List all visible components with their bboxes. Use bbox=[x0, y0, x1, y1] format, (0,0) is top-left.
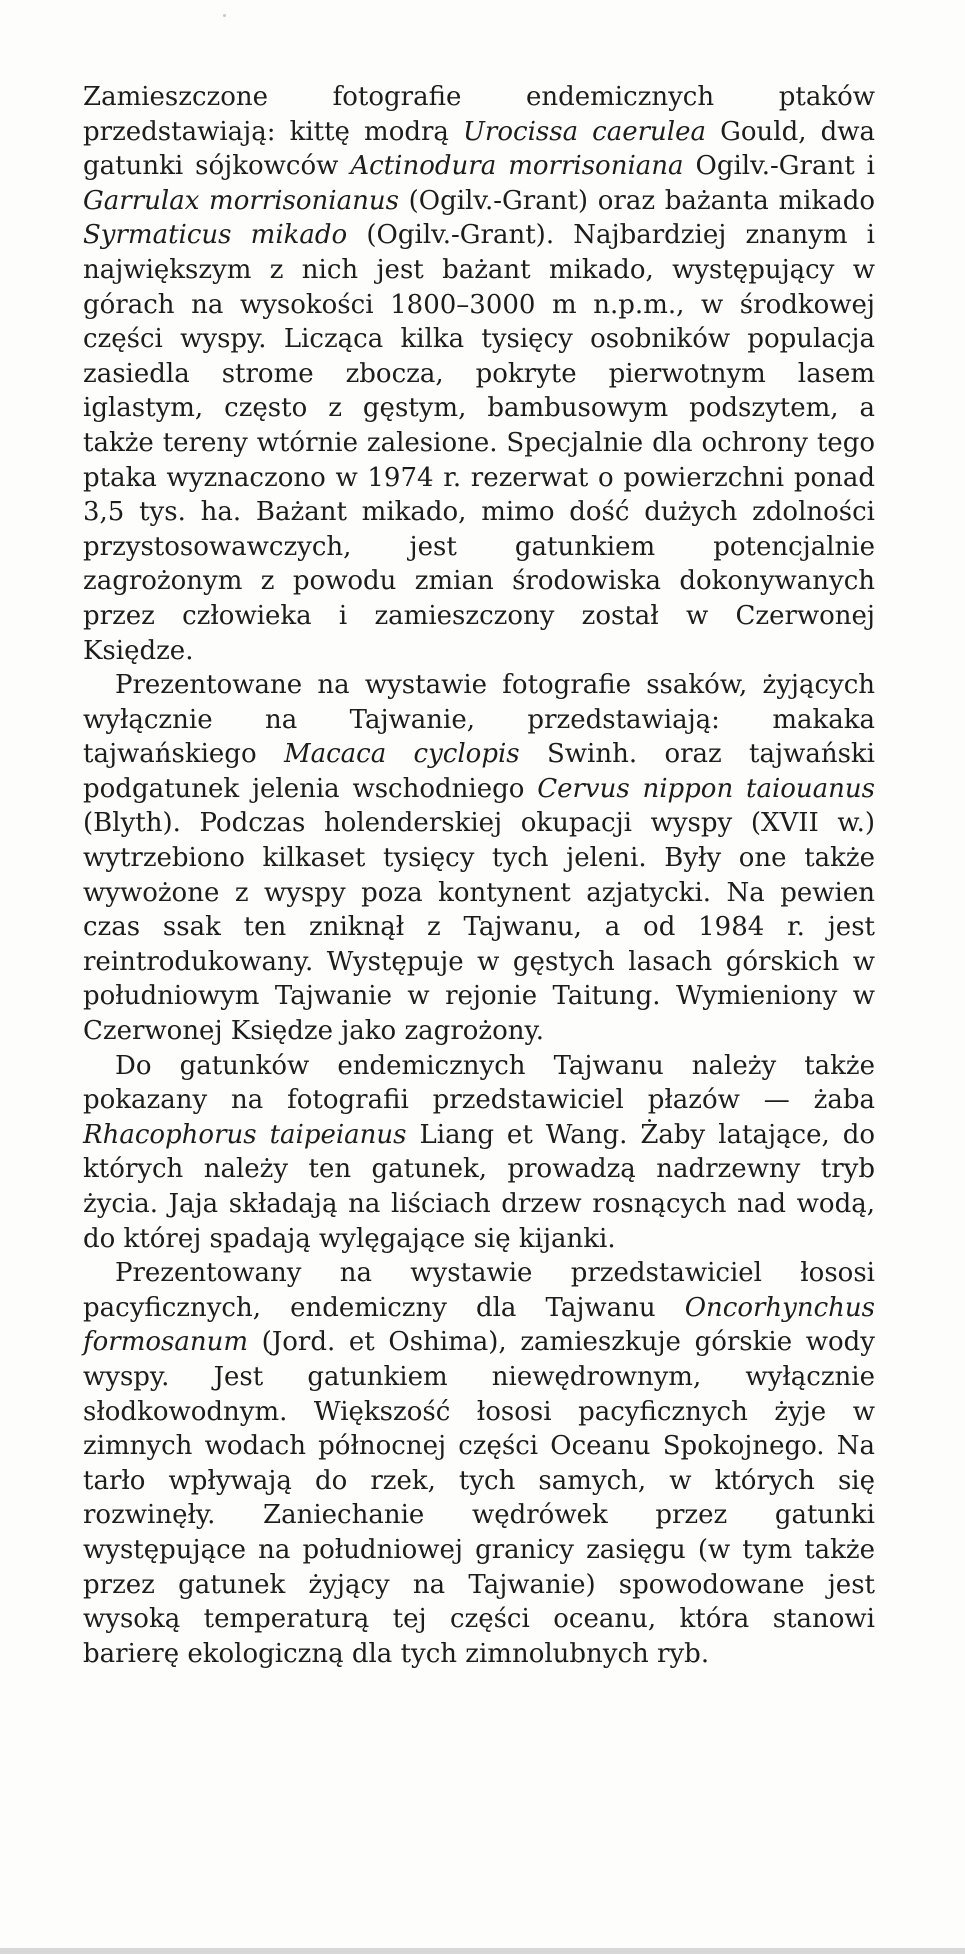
text-run: (Ogilv.-Grant). Najbardziej znanym i największym z nich jest bażant mikado, występujący w górach na wysokości 1800–3000 m n.p.m., w środkowej części wyspy. Licząca kilka tysięcy osobników populacja zasiedla strome zbocza, pokryte pierwotnym lasem iglastym, często z gęstym, bambusowym podszytem, a także tereny wtórnie zalesione. Specjalnie dla ochrony tego ptaka wyznaczono w 1974 r. rezerwat o powierzchni ponad 3,5 tys. ha. Bażant mikado, mimo dość dużych zdolności przystosowawczych, jest gatunkiem potencjalnie zagrożonym z powodu zmian środowiska dokonywanych przez człowieka i zamieszczony został w Czerwonej Księdze. bbox=[83, 220, 875, 666]
text-run: Prezentowane na wystawie fotografie ssaków, żyjących wyłącznie na Tajwanie, przedstawiają: makaka tajwańskiego bbox=[83, 670, 875, 770]
text-run: (Blyth). Podczas holenderskiej okupacji wyspy (XVII w.) wytrzebiono kilkaset tysięcy tych jeleni. Były one także wywożone z wyspy poza kontynent azjatycki. Na pewien czas ssak ten zniknął z Tajwanu, a od 1984 r. jest reintrodukowany. Występuje w gęstych lasach górskich w południowym Tajwanie w rejonie Taitung. Wymieniony w Czerwonej Księdze jako zagrożony. bbox=[83, 808, 875, 1047]
species-name: Macaca cyclopis bbox=[283, 739, 520, 770]
text-run: (Ogilv.-Grant) oraz bażanta mikado bbox=[398, 185, 875, 216]
text-run: Prezentowany na wystawie przedstawiciel łososi pacyficznych, endemiczny dla Tajwanu bbox=[83, 1258, 875, 1323]
paragraph-amphibians bbox=[83, 1049, 875, 1257]
text-run: Gould, dwa gatunki sójkowców bbox=[83, 116, 875, 182]
text-run: Swinh. oraz tajwański podgatunek jelenia wschodniego bbox=[83, 739, 875, 804]
text-run: Do gatunków endemicznych Tajwanu należy także pokazany na fotografii przedstawiciel płazów — żaba bbox=[83, 1050, 875, 1116]
paragraph-birds bbox=[83, 80, 875, 668]
species-name: Rhacophorus taipeianus bbox=[83, 1119, 407, 1150]
scan-speck bbox=[223, 14, 226, 17]
text-run: (Jord. et Oshima), zamieszkuje górskie wody wyspy. Jest gatunkiem niewędrownym, wyłącznie słodkowodnym. Większość łososi pacyficznych żyje w zimnych wodach północnej części Oceanu Spokojnego. Na tarło wpływają do rzek, tych samych, w których się rozwinęły. Zaniechanie wędrówek przez gatunki występujące na południowej granicy zasięgu (w tym także przez gatunek żyjący na Tajwanie) spowodowane jest wysoką temperaturą tej części oceanu, która stanowi barierę ekologiczną dla tych zimnolubnych ryb. bbox=[83, 1327, 875, 1669]
species-name: Syrmaticus mikado bbox=[83, 220, 348, 251]
page-bottom-edge bbox=[0, 1948, 965, 1954]
text-run: Liang et Wang. Żaby latające, do których należy ten gatunek, prowadzą nadrzewny tryb życia. Jaja składają na liściach drzew rosnących nad wodą, do której spadają wylęgające się kijanki. bbox=[83, 1119, 875, 1254]
text-run: Zamieszczone fotografie endemicznych ptaków przedstawiają: kittę modrą bbox=[83, 82, 875, 147]
species-name: Oncorhynchus formosanum bbox=[83, 1292, 875, 1358]
species-name: Actinodura morrisoniana bbox=[350, 151, 684, 182]
text-run: Ogilv.-Grant i bbox=[683, 151, 876, 182]
species-name: Cervus nippon taiouanus bbox=[537, 773, 875, 804]
species-name: Urocissa caerulea bbox=[463, 116, 706, 147]
species-name: Garrulax morrisonianus bbox=[83, 185, 399, 216]
paragraph-mammals bbox=[83, 668, 875, 1049]
article-body bbox=[83, 80, 875, 1671]
paragraph-salmon bbox=[83, 1256, 875, 1671]
